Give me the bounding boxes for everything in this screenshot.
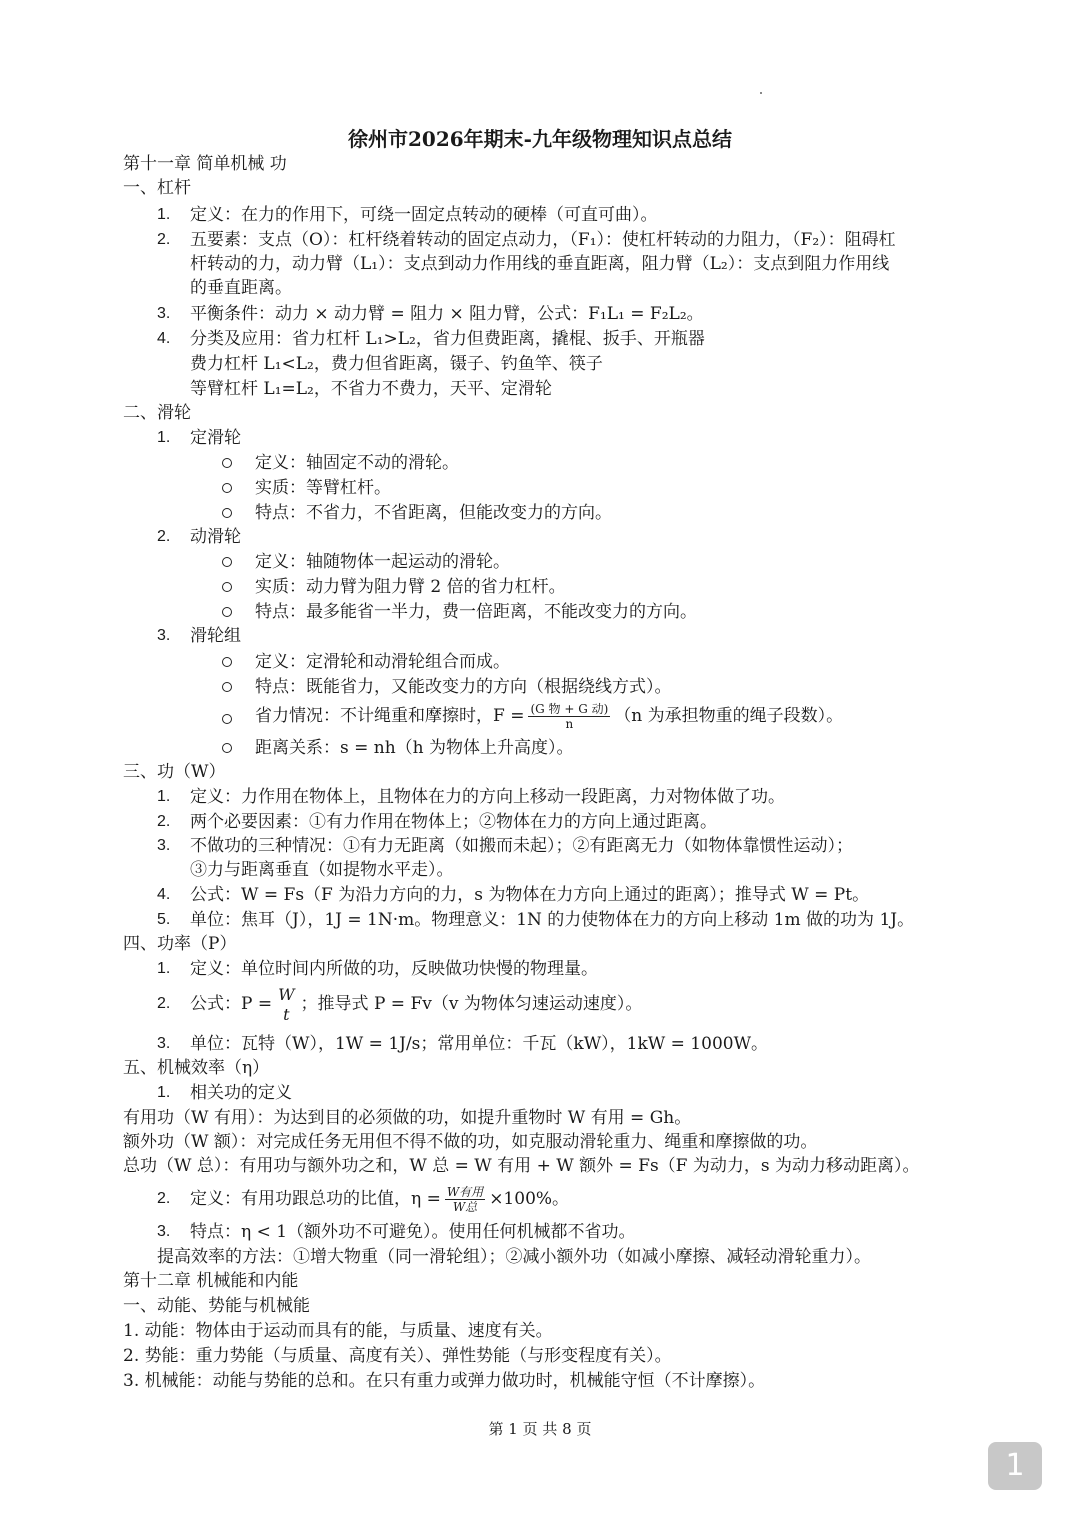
bullet-text: 距离关系：s = nh（h 为物体上升高度）。: [255, 738, 574, 758]
item-number: 2.: [157, 995, 171, 1012]
fraction-numerator: W有用: [446, 1185, 484, 1199]
section-work-heading: 三、功（W）: [123, 762, 226, 782]
lever-class-line: 等臂杠杆 L₁=L₂，不省力不费力，天平、定滑轮: [190, 379, 552, 399]
section-lever-heading: 一、杠杆: [123, 178, 191, 198]
efficiency-feature: 特点：η < 1（额外功不可避免）。使用任何机械都不省功。: [190, 1222, 636, 1242]
item-number: 5.: [157, 911, 171, 928]
item-number: 3.: [157, 627, 171, 644]
power-fraction: [276, 985, 296, 1025]
work-formula: 公式：W = Fs（F 为沿力方向的力，s 为物体在力方向上通过的距离）；推导式 W = Pt。: [190, 885, 870, 905]
item-number: 4.: [157, 886, 171, 903]
work-factors: 两个必要因素：①有力作用在物体上；②物体在力的方向上通过距离。: [190, 812, 717, 832]
lever-elements-line: 五要素：支点（O）：杠杆绕着转动的固定点动力，（F₁）：使杠杆转动的力阻力，（F₂）：阻碍杠: [190, 230, 896, 250]
power-formula-line: [190, 984, 642, 1025]
bullet-circle: [222, 657, 232, 667]
bullet-circle: [222, 682, 232, 692]
item-number: 1.: [157, 429, 171, 446]
item-number: 4.: [157, 330, 171, 347]
lever-class-line: 分类及应用：省力杠杆 L₁>L₂，省力但费距离，撬棍、扳手、开瓶器: [190, 329, 705, 349]
bullet-circle: [222, 483, 232, 493]
useful-work-definition: 有用功（W 有用）：为达到目的必须做的功，如提升重物时 W 有用 = Gh。: [123, 1108, 692, 1128]
bullet-text: 特点：既能省力，又能改变力的方向（根据绕线方式）。: [255, 677, 672, 697]
page-title: 徐州市2026年期末-九年级物理知识点总结: [348, 127, 732, 151]
item-number: 3.: [157, 1035, 171, 1052]
work-unit: 单位：焦耳（J），1J = 1N·m。物理意义：1N 的力使物体在力的方向上移动 1m 做的功为 1J。: [190, 910, 915, 930]
item-number: 2.: [157, 813, 171, 830]
section-efficiency-heading: 五、机械效率（η）: [123, 1058, 270, 1078]
bullet-circle: [222, 557, 232, 567]
bullet-circle: [222, 714, 232, 724]
power-unit: 单位：瓦特（W），1W = 1J/s；常用单位：千瓦（kW），1kW = 1000W。: [190, 1034, 769, 1054]
item-number: 3.: [157, 305, 171, 322]
section-power-heading: 四、功率（P）: [123, 934, 237, 954]
bullet-text: 实质：动力臂为阻力臂 2 倍的省力杠杆。: [255, 577, 566, 597]
bullet-text: 特点：不省力，不省距离，但能改变力的方向。: [255, 503, 612, 523]
item-number: 2.: [157, 528, 171, 545]
no-work-cases: ③力与距离垂直（如提物水平走）。: [190, 860, 454, 880]
fraction-denominator: t: [283, 1004, 290, 1024]
bullet-text: 实质：等臂杠杆。: [255, 478, 391, 498]
item-number: 3.: [157, 1223, 171, 1240]
lever-class-line: 费力杠杆 L₁<L₂，费力但省距离，镊子、钓鱼竿、筷子: [190, 354, 603, 374]
item-number: 1.: [157, 1084, 171, 1101]
chapter-12-heading: 第十二章 机械能和内能: [123, 1271, 299, 1291]
potential-energy-line: 2. 势能：重力势能（与质量、高度有关）、弹性势能（与形变程度有关）。: [123, 1346, 672, 1366]
lever-elements-line: 杆转动的力，动力臂（L₁）：支点到动力作用线的垂直距离，阻力臂（L₂）：支点到阻力作用线: [190, 254, 890, 274]
kinetic-energy-line: 1. 动能：物体由于运动而具有的能，与质量、速度有关。: [123, 1321, 553, 1341]
formula-suffix: ×100%。: [489, 1189, 570, 1209]
bullet-text: 定义：轴随物体一起运动的滑轮。: [255, 552, 510, 572]
page-footer: 第 1 页 共 8 页: [488, 1420, 592, 1438]
section-pulley-heading: 二、滑轮: [123, 403, 191, 423]
total-work-definition: 总功（W 总）：有用功与额外功之和，W 总 = W 有用 + W 额外 = Fs（F 为动力，s 为动力移动距离）。: [123, 1156, 920, 1176]
pulley-force-fraction: [528, 702, 610, 731]
item-number: 3.: [157, 837, 171, 854]
efficiency-fraction: [445, 1185, 485, 1214]
bullet-circle: [222, 458, 232, 468]
item-number: 1.: [157, 788, 171, 805]
formula-suffix: （n 为承担物重的绳子段数）。: [614, 706, 844, 726]
pulley-block-label: 滑轮组: [190, 626, 241, 646]
efficiency-improve: 提高效率的方法：①增大物重（同一滑轮组）；②减小额外功（如减小摩擦、减轻动滑轮重力）。: [157, 1247, 871, 1267]
item-number: 2.: [157, 231, 171, 248]
bullet-text: 定义：轴固定不动的滑轮。: [255, 453, 459, 473]
bullet-text: 定义：定滑轮和动滑轮组合而成。: [255, 652, 510, 672]
bullet-circle: [222, 743, 232, 753]
item-number: 1.: [157, 206, 171, 223]
work-types-label: 相关功的定义: [190, 1083, 292, 1103]
extra-work-definition: 额外功（W 额）：对完成任务无用但不得不做的功，如克服动滑轮重力、绳重和摩擦做的功。: [123, 1132, 818, 1152]
fraction-denominator: n: [565, 717, 574, 731]
fraction-numerator: W: [278, 984, 295, 1004]
efficiency-formula-line: [190, 1180, 569, 1218]
item-number: 2.: [157, 1190, 171, 1207]
bullet-circle: [222, 582, 232, 592]
lever-balance: 平衡条件：动力 × 动力臂 = 阻力 × 阻力臂，公式：F₁L₁ = F₂L₂。: [190, 304, 704, 324]
force-saving-formula-line: [255, 698, 843, 734]
section-energy-heading: 一、动能、势能与机械能: [123, 1296, 310, 1316]
chapter-11-heading: 第十一章 简单机械 功: [123, 154, 287, 174]
work-definition: 定义：力作用在物体上，且物体在力的方向上移动一段距离，力对物体做了功。: [190, 787, 785, 807]
fraction-numerator: (G 物 + G 动): [530, 702, 609, 716]
bullet-circle: [222, 607, 232, 617]
fixed-pulley-label: 定滑轮: [190, 428, 241, 448]
power-definition: 定义：单位时间内所做的功，反映做功快慢的物理量。: [190, 959, 598, 979]
no-work-cases: 不做功的三种情况：①有力无距离（如搬而未起）；②有距离无力（如物体靠惯性运动）；: [190, 836, 853, 856]
movable-pulley-label: 动滑轮: [190, 527, 241, 547]
formula-prefix: 定义：有用功跟总功的比值，η =: [190, 1189, 441, 1209]
fraction-denominator: W总: [452, 1200, 478, 1214]
bullet-circle: [222, 508, 232, 518]
formula-prefix: 省力情况：不计绳重和摩擦时，F =: [255, 706, 525, 726]
formula-suffix: ；推导式 P = Fv（v 为物体匀速运动速度）。: [300, 994, 643, 1014]
bullet-text: 特点：最多能省一半力，费一倍距离，不能改变力的方向。: [255, 602, 697, 622]
formula-prefix: 公式：P =: [190, 994, 273, 1014]
item-number: 1.: [157, 960, 171, 977]
mechanical-energy-line: 3. 机械能：动能与势能的总和。在只有重力或弹力做功时，机械能守恒（不计摩擦）。: [123, 1371, 766, 1391]
lever-elements-line: 的垂直距离。: [190, 278, 292, 298]
page-number-badge[interactable]: 1: [988, 1442, 1042, 1490]
scan-speck: [760, 92, 762, 94]
lever-definition: 定义：在力的作用下，可绕一固定点转动的硬棒（可直可曲）。: [190, 205, 658, 225]
